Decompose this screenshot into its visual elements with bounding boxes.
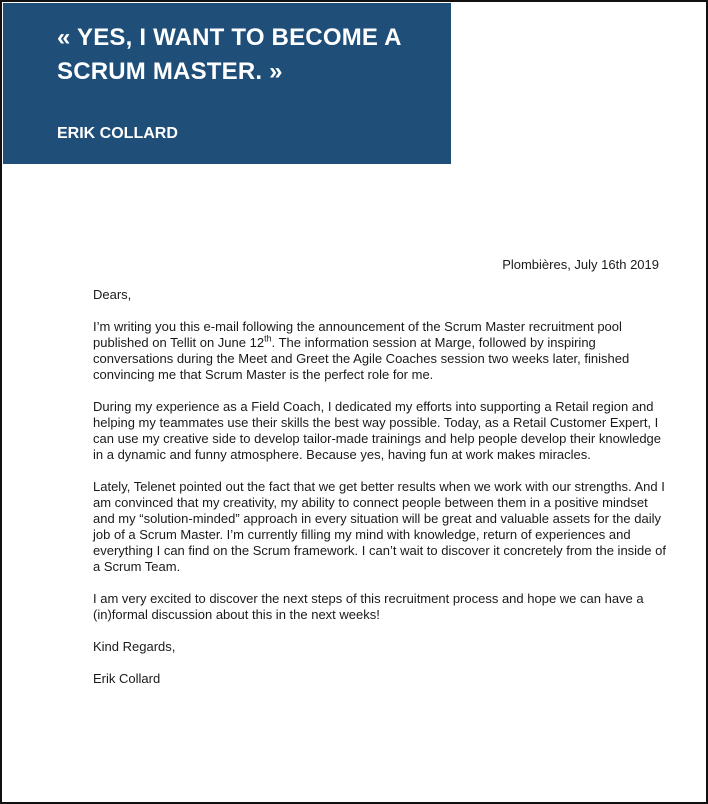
- signature: Erik Collard: [93, 671, 161, 686]
- paragraph-2: During my experience as a Field Coach, I dedicated my efforts into supporting a Retail region and helping my teammates use their skills the best way possible. Today, as a Retail Customer Expert, I can use my creative side to develop tailor-made trainings and help people develop their knowledge in a dynamic and funny atmosphere. Because yes, having fun at work makes miracles.: [93, 399, 662, 462]
- greeting: Dears,: [93, 287, 132, 302]
- letter-date: Plombières, July 16th 2019: [502, 257, 659, 272]
- paragraph-1-text-start: I’m writing you this e-mail following the announcement of the Scrum Master recruitment pool published on Tellit on June 12: [93, 319, 622, 350]
- page-title: « YES, I WANT TO BECOME A SCRUM MASTER. »: [57, 24, 401, 85]
- header-banner: [3, 3, 451, 164]
- closing: Kind Regards,: [93, 639, 176, 654]
- date-ordinal-suffix: th: [264, 333, 272, 344]
- paragraph-1: [93, 319, 668, 383]
- letter-body: [93, 257, 668, 703]
- author-name: ERIK COLLARD: [57, 125, 178, 142]
- paragraph-3: Lately, Telenet pointed out the fact that we get better results when we work with our strengths. And I am convinced that my creativity, my ability to connect people between them in a positive mindset and my “solution-minded” approach in every situation will be great and valuable assets for the daily job of a Scrum Master. I’m currently filling my mind with knowledge, return of experiences and everything I can find on the Scrum framework. I can’t wait to discover it concretely from the inside of a Scrum Team.: [93, 479, 666, 574]
- paragraph-4: I am very excited to discover the next steps of this recruitment process and hope we can have a (in)formal discussion about this in the next weeks!: [93, 591, 644, 622]
- paragraph-1-text-end: . The information session at Marge, followed by inspiring conversations during the Meet and Greet the Agile Coaches session two weeks later, finished convincing me that Scrum Master is the perfect role for me.: [93, 335, 630, 382]
